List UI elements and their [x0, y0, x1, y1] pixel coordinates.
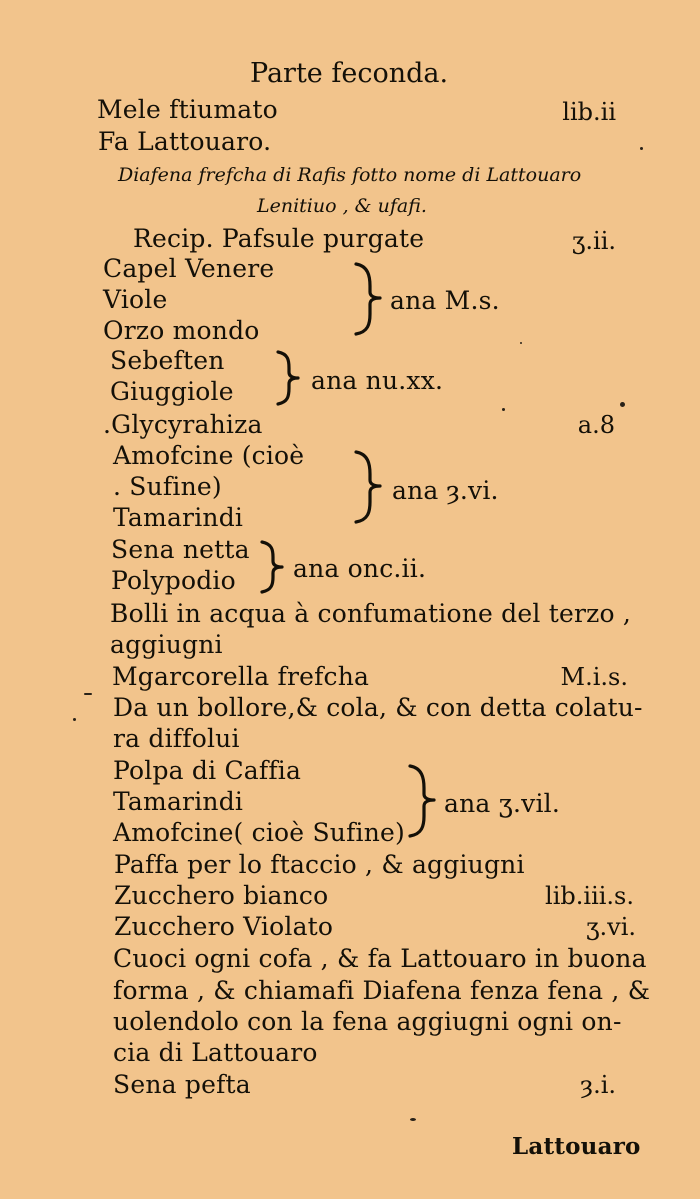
ink-speck [640, 147, 643, 150]
text-line: .Glycyrahiza [103, 410, 263, 439]
ink-speck [84, 693, 92, 695]
ink-speck [410, 1118, 416, 1121]
brace-icon [272, 348, 308, 408]
text-line: Sebeften [110, 346, 225, 375]
text-line: uolendolo con la fena aggiugni ogni on- [113, 1007, 622, 1036]
brace-icon [256, 538, 292, 596]
text-line: Polypodio [111, 566, 236, 595]
text-line: Sena pefta [113, 1070, 251, 1099]
text-line: Tamarindi [113, 787, 244, 816]
text-line: Giuggiole [110, 377, 234, 406]
text-line: Mele ftiumato [97, 95, 278, 124]
ink-speck [520, 342, 522, 344]
recipe-heading: Lenitiuo , & ufafi. [257, 195, 427, 217]
ink-speck [73, 718, 76, 721]
text-line: Cuoci ogni cofa , & fa Lattouaro in buona [113, 944, 647, 973]
quantity: ana ȝ.vi. [392, 476, 499, 505]
quantity: ʒ.ii. [571, 227, 616, 255]
quantity: ana nu.xx. [311, 366, 444, 395]
brace-icon [348, 258, 388, 338]
text-line: Capel Venere [103, 254, 275, 283]
text-line: Mgarcorella frefcha [112, 662, 370, 691]
ink-speck [620, 402, 625, 407]
text-line: Zucchero Violato [114, 912, 334, 941]
quantity: M.i.s. [560, 663, 628, 691]
ink-speck [502, 408, 505, 411]
text-line: aggiugni [110, 630, 223, 659]
quantity: ana M.s. [390, 286, 500, 315]
text-line: Amofcine (cioè [113, 441, 305, 470]
text-line: Paffa per lo ftaccio , & aggiugni [114, 850, 525, 879]
text-line: ra diffolui [113, 724, 240, 753]
brace-icon [402, 760, 442, 840]
text-line: Zucchero bianco [114, 881, 329, 910]
text-line: Tamarindi [113, 503, 244, 532]
text-line: Bolli in acqua à confumatione del terzo , [110, 599, 632, 628]
quantity: ʒ.vi. [585, 913, 636, 941]
text-line: Polpa di Caffia [113, 756, 302, 785]
recipe-heading: Diafena frefcha di Rafis fotto nome di Lattouaro [118, 164, 582, 186]
quantity: lib.iii.s. [545, 882, 634, 910]
text-line: Orzo mondo [103, 316, 260, 345]
quantity: ȝ.i. [580, 1071, 616, 1099]
text-line: Fa Lattouaro. [98, 127, 272, 156]
text-line: Viole [103, 285, 168, 314]
text-line: Amofcine( cioè Sufine) [113, 818, 405, 847]
text-line: forma , & chiamafi Diafena fenza fena , & [113, 976, 651, 1005]
text-line: Da un bollore,& cola, & con detta colatu- [113, 693, 643, 722]
catchword: Lattouaro [512, 1133, 641, 1160]
text-line: cia di Lattouaro [113, 1038, 318, 1067]
quantity: lib.ii [562, 98, 616, 126]
quantity: ana onc.ii. [293, 554, 427, 583]
text-line: Recip. Pafsule purgate [133, 224, 425, 253]
text-line: . Sufine) [113, 472, 222, 501]
page-title: Parte feconda. [250, 58, 449, 89]
quantity: ana ʒ.vil. [444, 789, 560, 818]
text-line: Sena netta [111, 535, 250, 564]
brace-icon [348, 446, 388, 526]
quantity: a.8 [577, 411, 615, 439]
